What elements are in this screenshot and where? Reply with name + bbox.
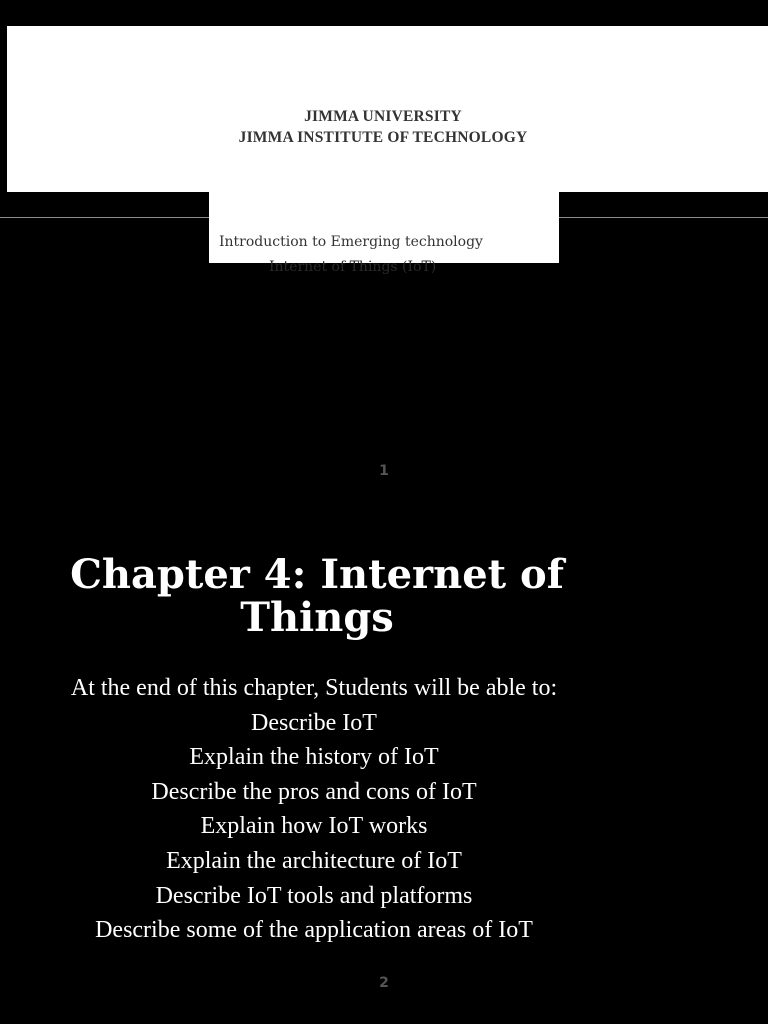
objective-item: Describe the pros and cons of IoT [151,778,477,805]
objective-item: Describe some of the application areas of IoT [95,917,533,944]
objectives-intro: At the end of this chapter, Students will be able to: [70,675,558,701]
course-topic: Internet of Things (IoT) [269,259,437,275]
objective-item: Explain how IoT works [200,813,428,840]
objectives-list [14,671,614,948]
institute-name: JIMMA INSTITUTE OF TECHNOLOGY [238,129,528,146]
university-header [200,106,566,148]
page-number: 1 [379,463,389,479]
title-box [209,192,559,263]
page-number: 2 [379,975,389,991]
course-title: Introduction to Emerging technology [219,234,483,250]
university-name: JIMMA UNIVERSITY [304,108,462,125]
chapter-title: Chapter 4: Internet of Things [70,551,564,641]
objective-item: Describe IoT tools and platforms [155,882,473,909]
objective-item: Explain the architecture of IoT [166,847,462,874]
objective-item: Describe IoT [251,709,377,736]
objective-item: Explain the history of IoT [189,744,439,771]
